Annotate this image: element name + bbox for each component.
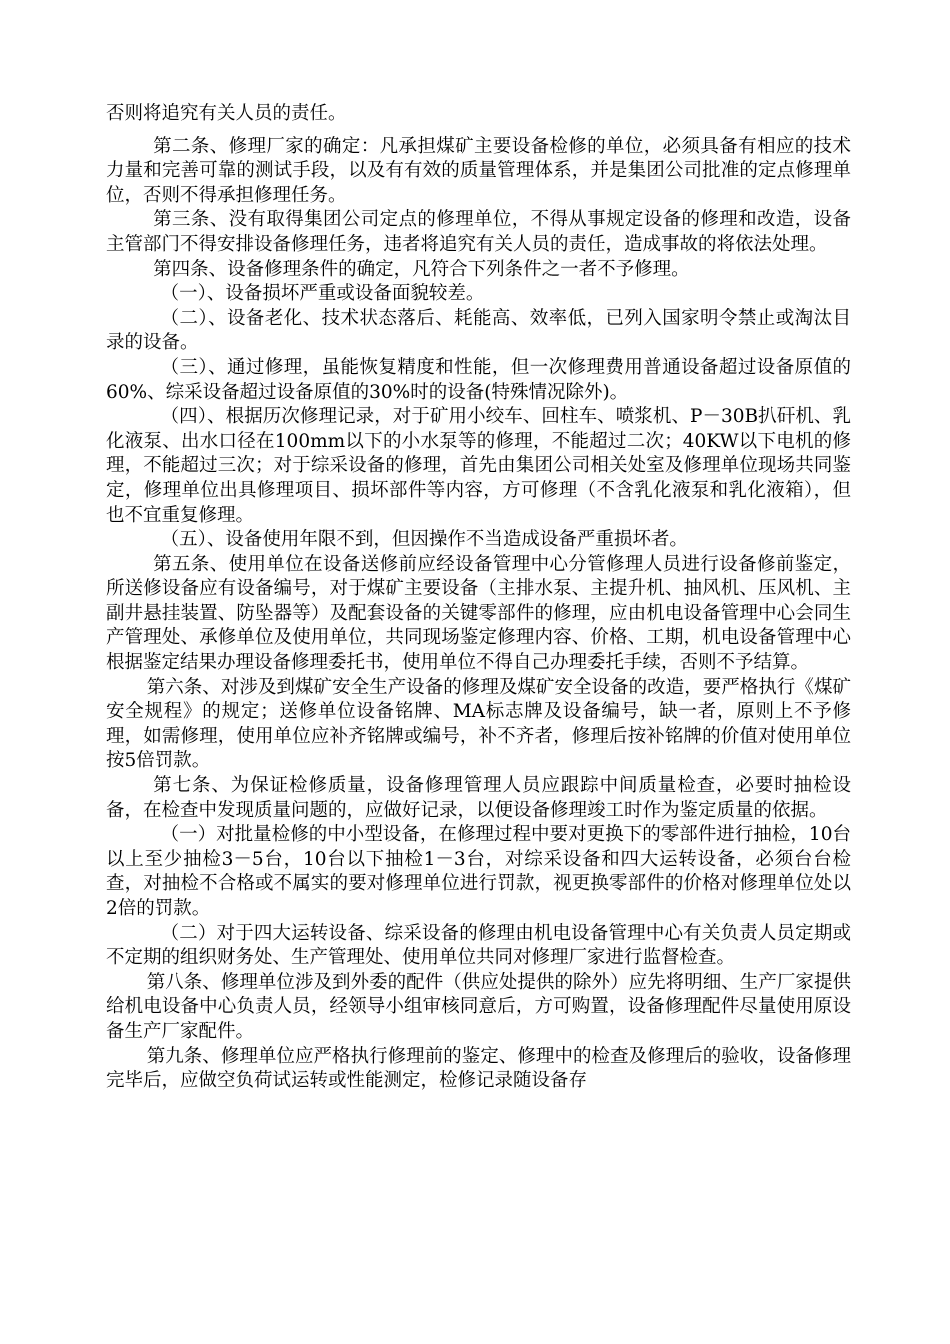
paragraph-item-2: （二）、设备老化、技术状态落后、耗能高、效率低，已列入国家明令禁止或淘汰目录的设备。 <box>106 307 851 354</box>
paragraph-item-5: （五）、设备使用年限不到，但因操作不当造成设备严重损坏者。 <box>160 529 688 551</box>
paragraph-article-7: 第七条、为保证检修质量，设备修理管理人员应跟踪中间质量检查，必要时抽检设备，在检查中发现质量问题的，应做好记录，以便设备修理竣工时作为鉴定质量的依据。 <box>106 775 851 821</box>
paragraph-continuation: 否则将追究有关人员的责任。 <box>106 103 347 124</box>
paragraph-article-4: 第四条、设备修理条件的确定，凡符合下列条件之一者不予修理。 <box>153 258 690 280</box>
paragraph-item-1: （一）、设备损坏严重或设备面貌较差。 <box>160 283 485 305</box>
paragraph-article-6: 第六条、对涉及到煤矿安全生产设备的修理及煤矿安全设备的改造，要严格执行《煤矿安全规程》的规定；送修单位设备铭牌、MA标志牌及设备编号，缺一者，原则上不予修理，如需修理，使用单位应补齐铭牌或编号，补不齐者，修理后按补铭牌的价值对使用单位按5倍罚款。 <box>106 676 851 772</box>
paragraph-item-3: （三）、通过修理，虽能恢复精度和性能，但一次修理费用普通设备超过设备原值的60%、综采设备超过设备原值的30%时的设备(特殊情况除外)。 <box>106 356 851 403</box>
document-body <box>106 102 851 1094</box>
paragraph-article-9: 第九条、修理单位应严格执行修理前的鉴定、修理中的检查及修理后的验收，设备修理完毕后，应做空负荷试运转或性能测定，检修记录随设备存 <box>106 1045 851 1092</box>
paragraph-article-2: 第二条、修理厂家的确定：凡承担煤矿主要设备检修的单位，必须具备有相应的技术力量和完善可靠的测试手段，以及有有效的质量管理体系，并是集团公司批准的定点修理单位，否则不得承担修理任务。 <box>106 135 851 206</box>
paragraph-article-5: 第五条、使用单位在设备送修前应经设备管理中心分管修理人员进行设备修前鉴定，所送修设备应有设备编号，对于煤矿主要设备（主排水泵、主提升机、抽风机、压风机、主副井悬挂装置、防坠器等）及配套设备的关键零部件的修理，应由机电设备管理中心会同生产管理处、承修单位及使用单位，共同现场鉴定修理内容、价格、工期，机电设备管理中心根据鉴定结果办理设备修理委托书，使用单位不得自己办理委托手续，否则不予结算。 <box>106 553 851 674</box>
paragraph-article-8: 第八条、修理单位涉及到外委的配件（供应处提供的除外）应先将明细、生产厂家提供给机电设备中心负责人员，经领导小组审核同意后，方可购置，设备修理配件尽量使用原设备生产厂家配件。 <box>106 971 851 1042</box>
paragraph-item-7-2: （二）对于四大运转设备、综采设备的修理由机电设备管理中心有关负责人员定期或不定期的组织财务处、生产管理处、使用单位共同对修理厂家进行监督检查。 <box>106 922 851 969</box>
paragraph-article-3: 第三条、没有取得集团公司定点的修理单位，不得从事规定设备的修理和改造，设备主管部门不得安排设备修理任务，违者将追究有关人员的责任，造成事故的将依法处理。 <box>106 209 851 255</box>
paragraph-item-4: （四）、根据历次修理记录，对于矿用小绞车、回柱车、喷浆机、P－30B扒矸机、乳化液泵、出水口径在100mm以下的小水泵等的修理，不能超过二次；40KW以下电机的修理，不能超过三次；对于综采设备的修理，首先由集团公司相关处室及修理单位现场共同鉴定，修理单位出具修理项目、损坏部件等内容，方可修理（不含乳化液泵和乳化液箱），但也不宜重复修理。 <box>106 406 851 526</box>
paragraph-item-7-1: （一）对批量检修的中小型设备，在修理过程中要对更换下的零部件进行抽检，10台以上至少抽检3－5台，10台以下抽检1－3台，对综采设备和四大运转设备，必须台台检查，对抽检不合格或不属实的要对修理单位进行罚款，视更换零部件的价格对修理单位处以2倍的罚款。 <box>106 824 851 919</box>
